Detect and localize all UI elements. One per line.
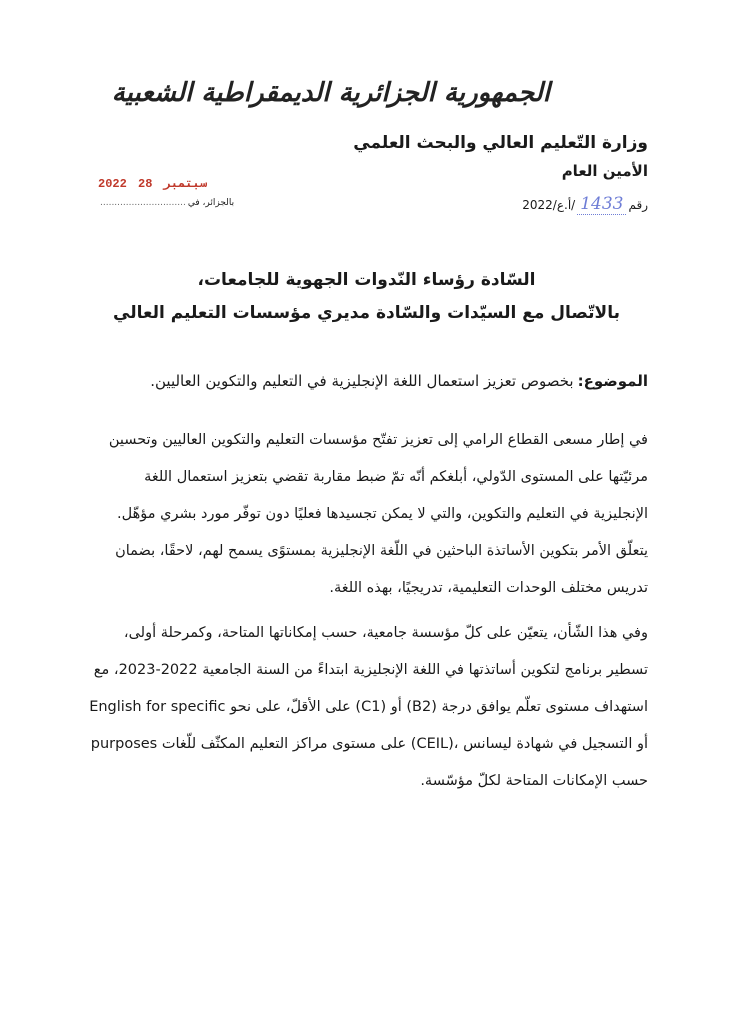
body-line: في إطار مسعى القطاع الرامي إلى تعزيز تفتّح مؤسسات التعليم والتكوين العاليين وتحسين — [108, 432, 648, 448]
body-line: تسطير برنامج لتكوين أساتذتها في اللغة الإنجليزية ابتداءً من السنة الجامعية 2022-2023، مع — [93, 662, 648, 678]
addressee-line-1: السّادة رؤساء النّدوات الجهوية للجامعات، — [197, 270, 536, 290]
stamp-day: 28 — [138, 177, 153, 191]
ref-handwritten-number: 1433 — [577, 194, 626, 215]
body-line: الإنجليزية في التعليم والتكوين، والتي لا يمكن تجسيدها فعليًا دون توفّر مورد بشري مؤهّل. — [117, 506, 648, 522]
ref-suffix: /أ.ع/2022 — [522, 197, 576, 212]
body-line: استهداف مستوى تعلّم يوافق درجة (B2) أو (C1) على الأقلّ، على نحو English for specific — [89, 699, 648, 715]
addressee-line-2: بالاتّصال مع السيّدات والسّادة مديري مؤسسات التعليم العالي — [113, 303, 620, 323]
republic-header: الجمهورية الجزائرية الديمقراطية الشعبية — [111, 78, 550, 108]
subject-line — [150, 372, 648, 390]
body-line: يتعلّق الأمر بتكوين الأساتذة الباحثين في اللّغة الإنجليزية بمستوًى يسمح لهم، لاحقًا، بضمان — [115, 543, 648, 559]
stamp-month: سبتمبر — [163, 177, 207, 191]
reference-number — [522, 194, 648, 215]
secretary-general: الأمين العام — [561, 162, 648, 180]
body-line: تدريس مختلف الوحدات التعليمية، تدريجيًا، بهذه اللغة. — [329, 580, 648, 596]
place-label: بالجزائر، في — [187, 198, 235, 208]
body-line: وفي هذا الشّأن، يتعيّن على كلّ مؤسسة جامعية، حسب إمكاناتها المتاحة، وكمرحلة أولى، — [123, 625, 648, 641]
body-line: حسب الإمكانات المتاحة لكلّ مؤسّسة. — [420, 773, 648, 789]
place-date — [100, 198, 234, 208]
body-line: مرئيّتها على المستوى الدّولي، أبلغكم أنّه تمّ ضبط مقاربة تقضي بتعزيز استعمال اللغة — [144, 469, 648, 485]
ministry-name: وزارة التّعليم العالي والبحث العلمي — [353, 133, 648, 153]
ref-label: رقم — [628, 197, 648, 212]
subject-text: بخصوص تعزيز استعمال اللغة الإنجليزية في التعليم والتكوين العاليين. — [150, 372, 574, 390]
body-line: purposes على مستوى مراكز التعليم المكثّف للّغات (CEIL)، أو التسجيل في شهادة ليسانس — [90, 736, 648, 752]
place-dots: .............................. — [100, 198, 186, 208]
subject-label: الموضوع: — [577, 372, 648, 390]
date-stamp — [98, 176, 211, 191]
stamp-year: 2022 — [98, 177, 127, 191]
